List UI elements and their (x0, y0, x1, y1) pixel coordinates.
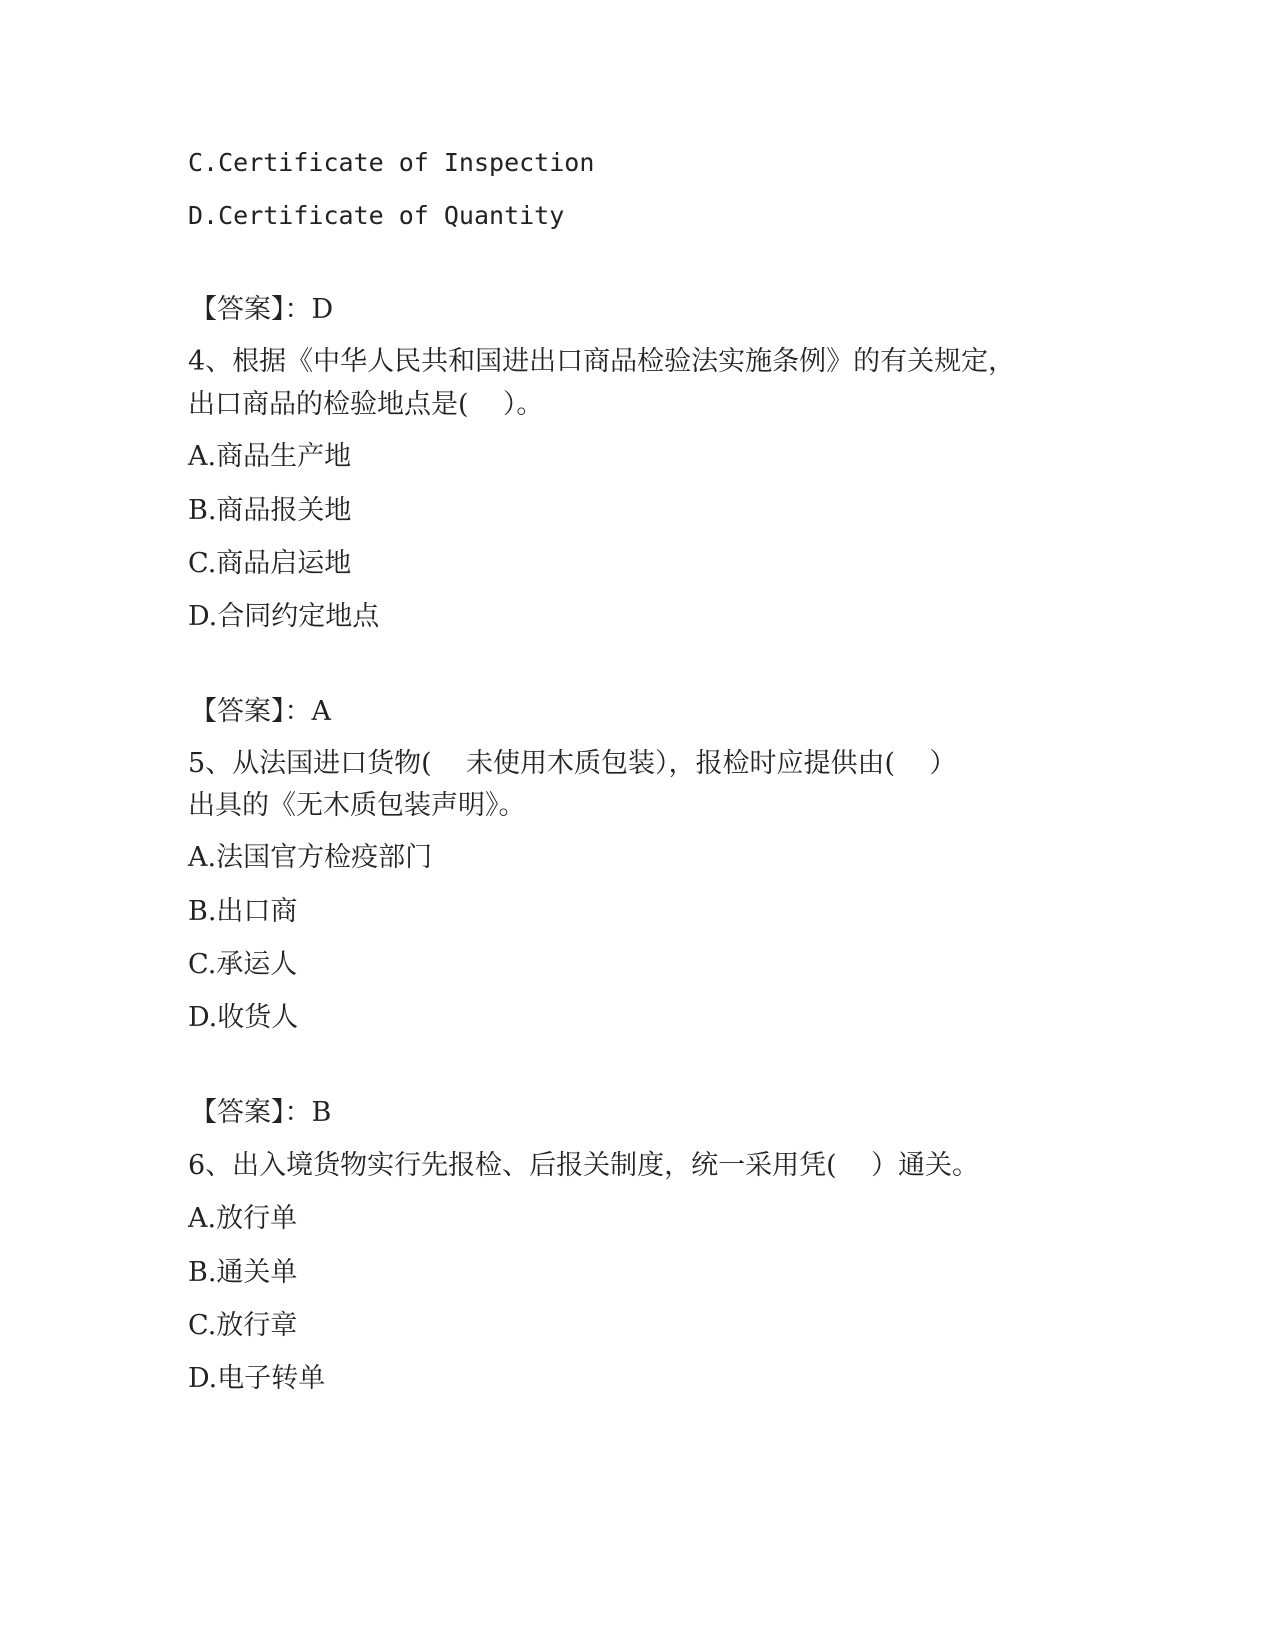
q3-answer: 【答案】：D (190, 294, 334, 325)
q6-option-b: B.通关单 (188, 1257, 298, 1288)
q5-option-a: A.法国官方检疫部门 (188, 842, 433, 873)
q6-stem-line1: 6、出入境货物实行先报检、后报关制度，统一采用凭( ）通关。 (188, 1150, 980, 1181)
q4-option-a: A.商品生产地 (188, 441, 352, 472)
q4-stem-line1: 4、根据《中华人民共和国进出口商品检验法实施条例》的有关规定， (188, 346, 1016, 377)
q4-answer: 【答案】：A (190, 696, 331, 727)
q5-option-b: B.出口商 (188, 896, 298, 927)
q4-option-c: C.商品启运地 (188, 548, 352, 579)
q5-option-d: D.收货人 (188, 1002, 299, 1033)
q5-stem-line1: 5、从法国进口货物( 未使用木质包装），报检时应提供由( ） (188, 748, 957, 779)
q5-answer: 【答案】：B (190, 1097, 332, 1128)
q3-option-d: D.Certificate of Quantity (188, 201, 565, 230)
q6-option-d: D.电子转单 (188, 1363, 326, 1394)
q5-stem-line2: 出具的《无木质包装声明》。 (188, 790, 526, 821)
q4-option-d: D.合同约定地点 (188, 601, 380, 632)
q5-option-c: C.承运人 (188, 949, 298, 980)
q6-option-c: C.放行章 (188, 1310, 298, 1341)
q4-stem-line2: 出口商品的检验地点是( ）。 (188, 389, 544, 420)
q6-option-a: A.放行单 (188, 1203, 298, 1234)
q3-option-c: C.Certificate of Inspection (188, 148, 595, 177)
q4-option-b: B.商品报关地 (188, 495, 352, 526)
